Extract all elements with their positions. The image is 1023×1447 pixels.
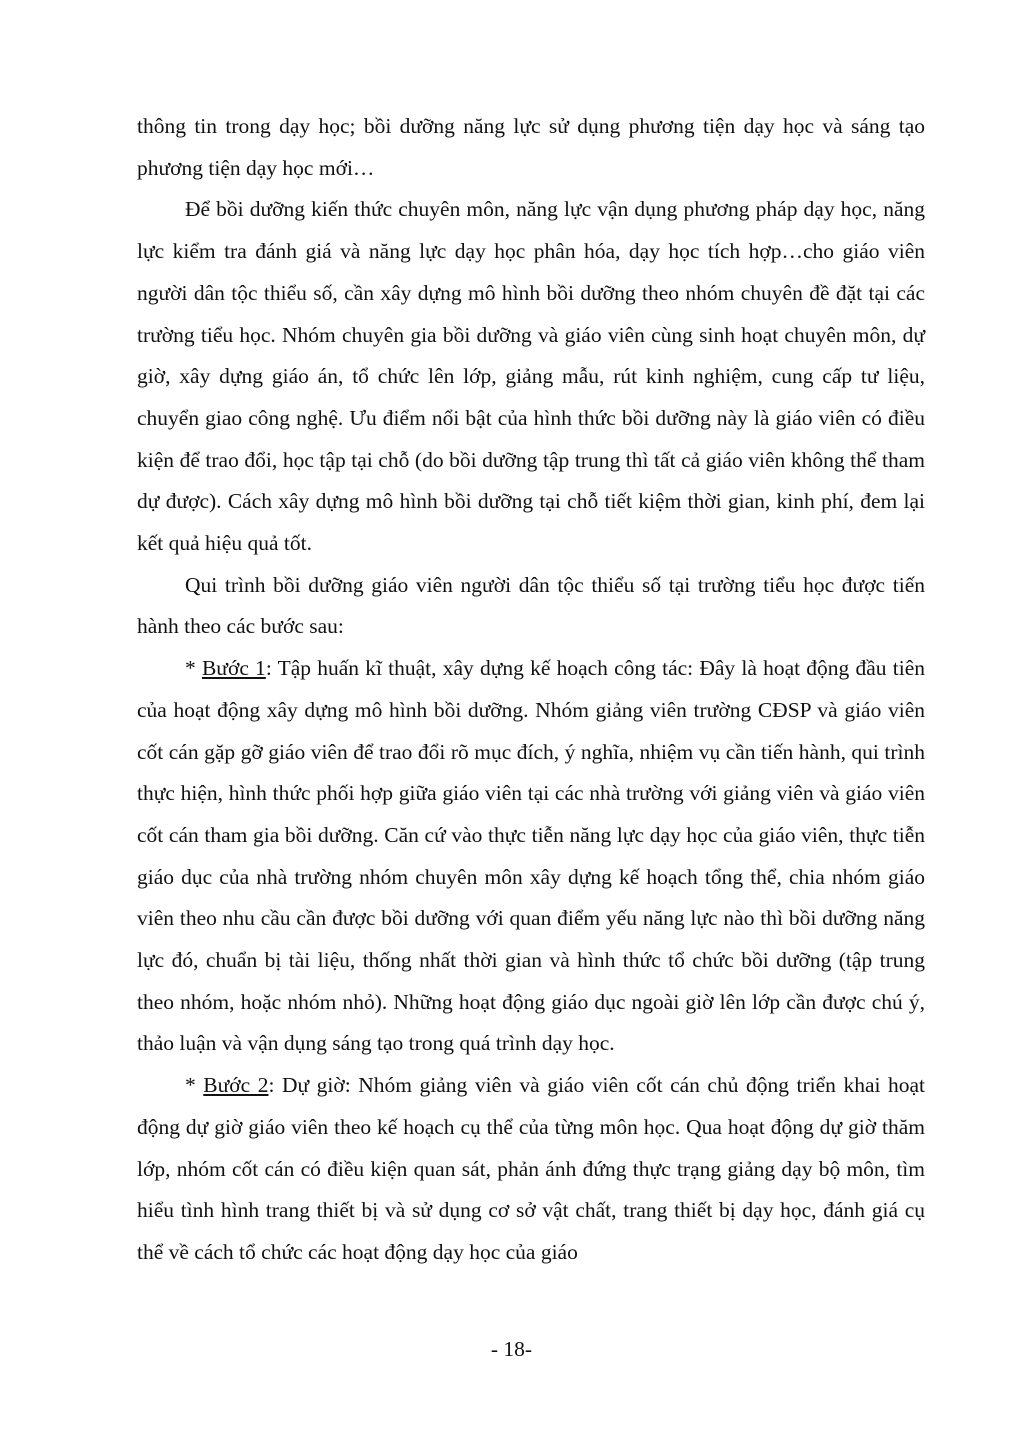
paragraph-3-text: Qui trình bồi dưỡng giáo viên người dân tộc thiểu số tại trường tiểu học được tiến hành theo các bước sau:: [137, 572, 925, 639]
paragraph-1-text: thông tin trong dạy học; bồi dưỡng năng lực sử dụng phương tiện dạy học và sáng tạo phương tiện dạy học mới…: [137, 114, 925, 180]
paragraph-1: [137, 106, 925, 189]
paragraph-2: [137, 189, 925, 564]
page-body: [137, 106, 925, 1274]
paragraph-step-1: [137, 648, 925, 1065]
step-2-text: : Dự giờ: Nhóm giảng viên và giáo viên cốt cán chủ động triển khai hoạt động dự giờ giáo viên theo kế hoạch cụ thể của từng môn học. Qua hoạt động dự giờ thăm lớp, nhóm cốt cán có điều kiện quan sát, phản ánh đứng thực trạng giảng dạy bộ môn, tìm hiểu tình hình trang thiết bị và sử dụng cơ sở vật chất, trang thiết bị dạy học, đánh giá cụ thể về cách tổ chức các hoạt động dạy học của giáo: [137, 1073, 926, 1264]
paragraph-step-2: [137, 1065, 925, 1274]
page-number: - 18-: [490, 1337, 533, 1361]
step-2-label: Bước 2: [203, 1073, 269, 1098]
step-1-bullet: *: [185, 656, 202, 681]
paragraph-3: [137, 565, 925, 648]
paragraph-2-text: Để bồi dưỡng kiến thức chuyên môn, năng lực vận dụng phương pháp dạy học, năng lực kiểm tra đánh giá và năng lực dạy học phân hóa, dạy học tích hợp…cho giáo viên người dân tộc thiểu số, cần xây dựng mô hình bồi dưỡng theo nhóm chuyên đề đặt tại các trường tiểu học. Nhóm chuyên gia bồi dưỡng và giáo viên cùng sinh hoạt chuyên môn, dự giờ, xây dựng giáo án, tổ chức lên lớp, giảng mẫu, rút kinh nghiệm, cung cấp tư liệu, chuyển giao công nghệ. Ưu điểm nổi bật của hình thức bồi dưỡng này là giáo viên có điều kiện để trao đổi, học tập tại chỗ (do bồi dưỡng tập trung thì tất cả giáo viên không thể tham dự được). Cách xây dựng mô hình bồi dưỡng tại chỗ tiết kiệm thời gian, kinh phí, đem lại kết quả hiệu quả tốt.: [137, 197, 925, 556]
step-1-text: : Tập huấn kĩ thuật, xây dựng kế hoạch công tác: Đây là hoạt động đầu tiên của hoạt động xây dựng mô hình bồi dưỡng. Nhóm giảng viên trường CĐSP và giáo viên cốt cán gặp gỡ giáo viên để trao đổi rõ mục đích, ý nghĩa, nhiệm vụ cần tiến hành, qui trình thực hiện, hình thức phối hợp giữa giáo viên tại các nhà trường với giảng viên và giáo viên cốt cán tham gia bồi dưỡng. Căn cứ vào thực tiễn năng lực dạy học của giáo viên, thực tiễn giáo dục của nhà trường nhóm chuyên môn xây dựng kế hoạch tổng thể, chia nhóm giáo viên theo nhu cầu cần được bồi dưỡng với quan điểm yếu năng lực nào thì bồi dưỡng năng lực đó, chuẩn bị tài liệu, thống nhất thời gian và hình thức tổ chức bồi dưỡng (tập trung theo nhóm, hoặc nhóm nhỏ). Những hoạt động giáo dục ngoài giờ lên lớp cần được chú ý, thảo luận và vận dụng sáng tạo trong quá trình dạy học.: [137, 656, 925, 1056]
step-1-label: Bước 1: [201, 656, 266, 681]
step-2-bullet: *: [185, 1073, 204, 1098]
